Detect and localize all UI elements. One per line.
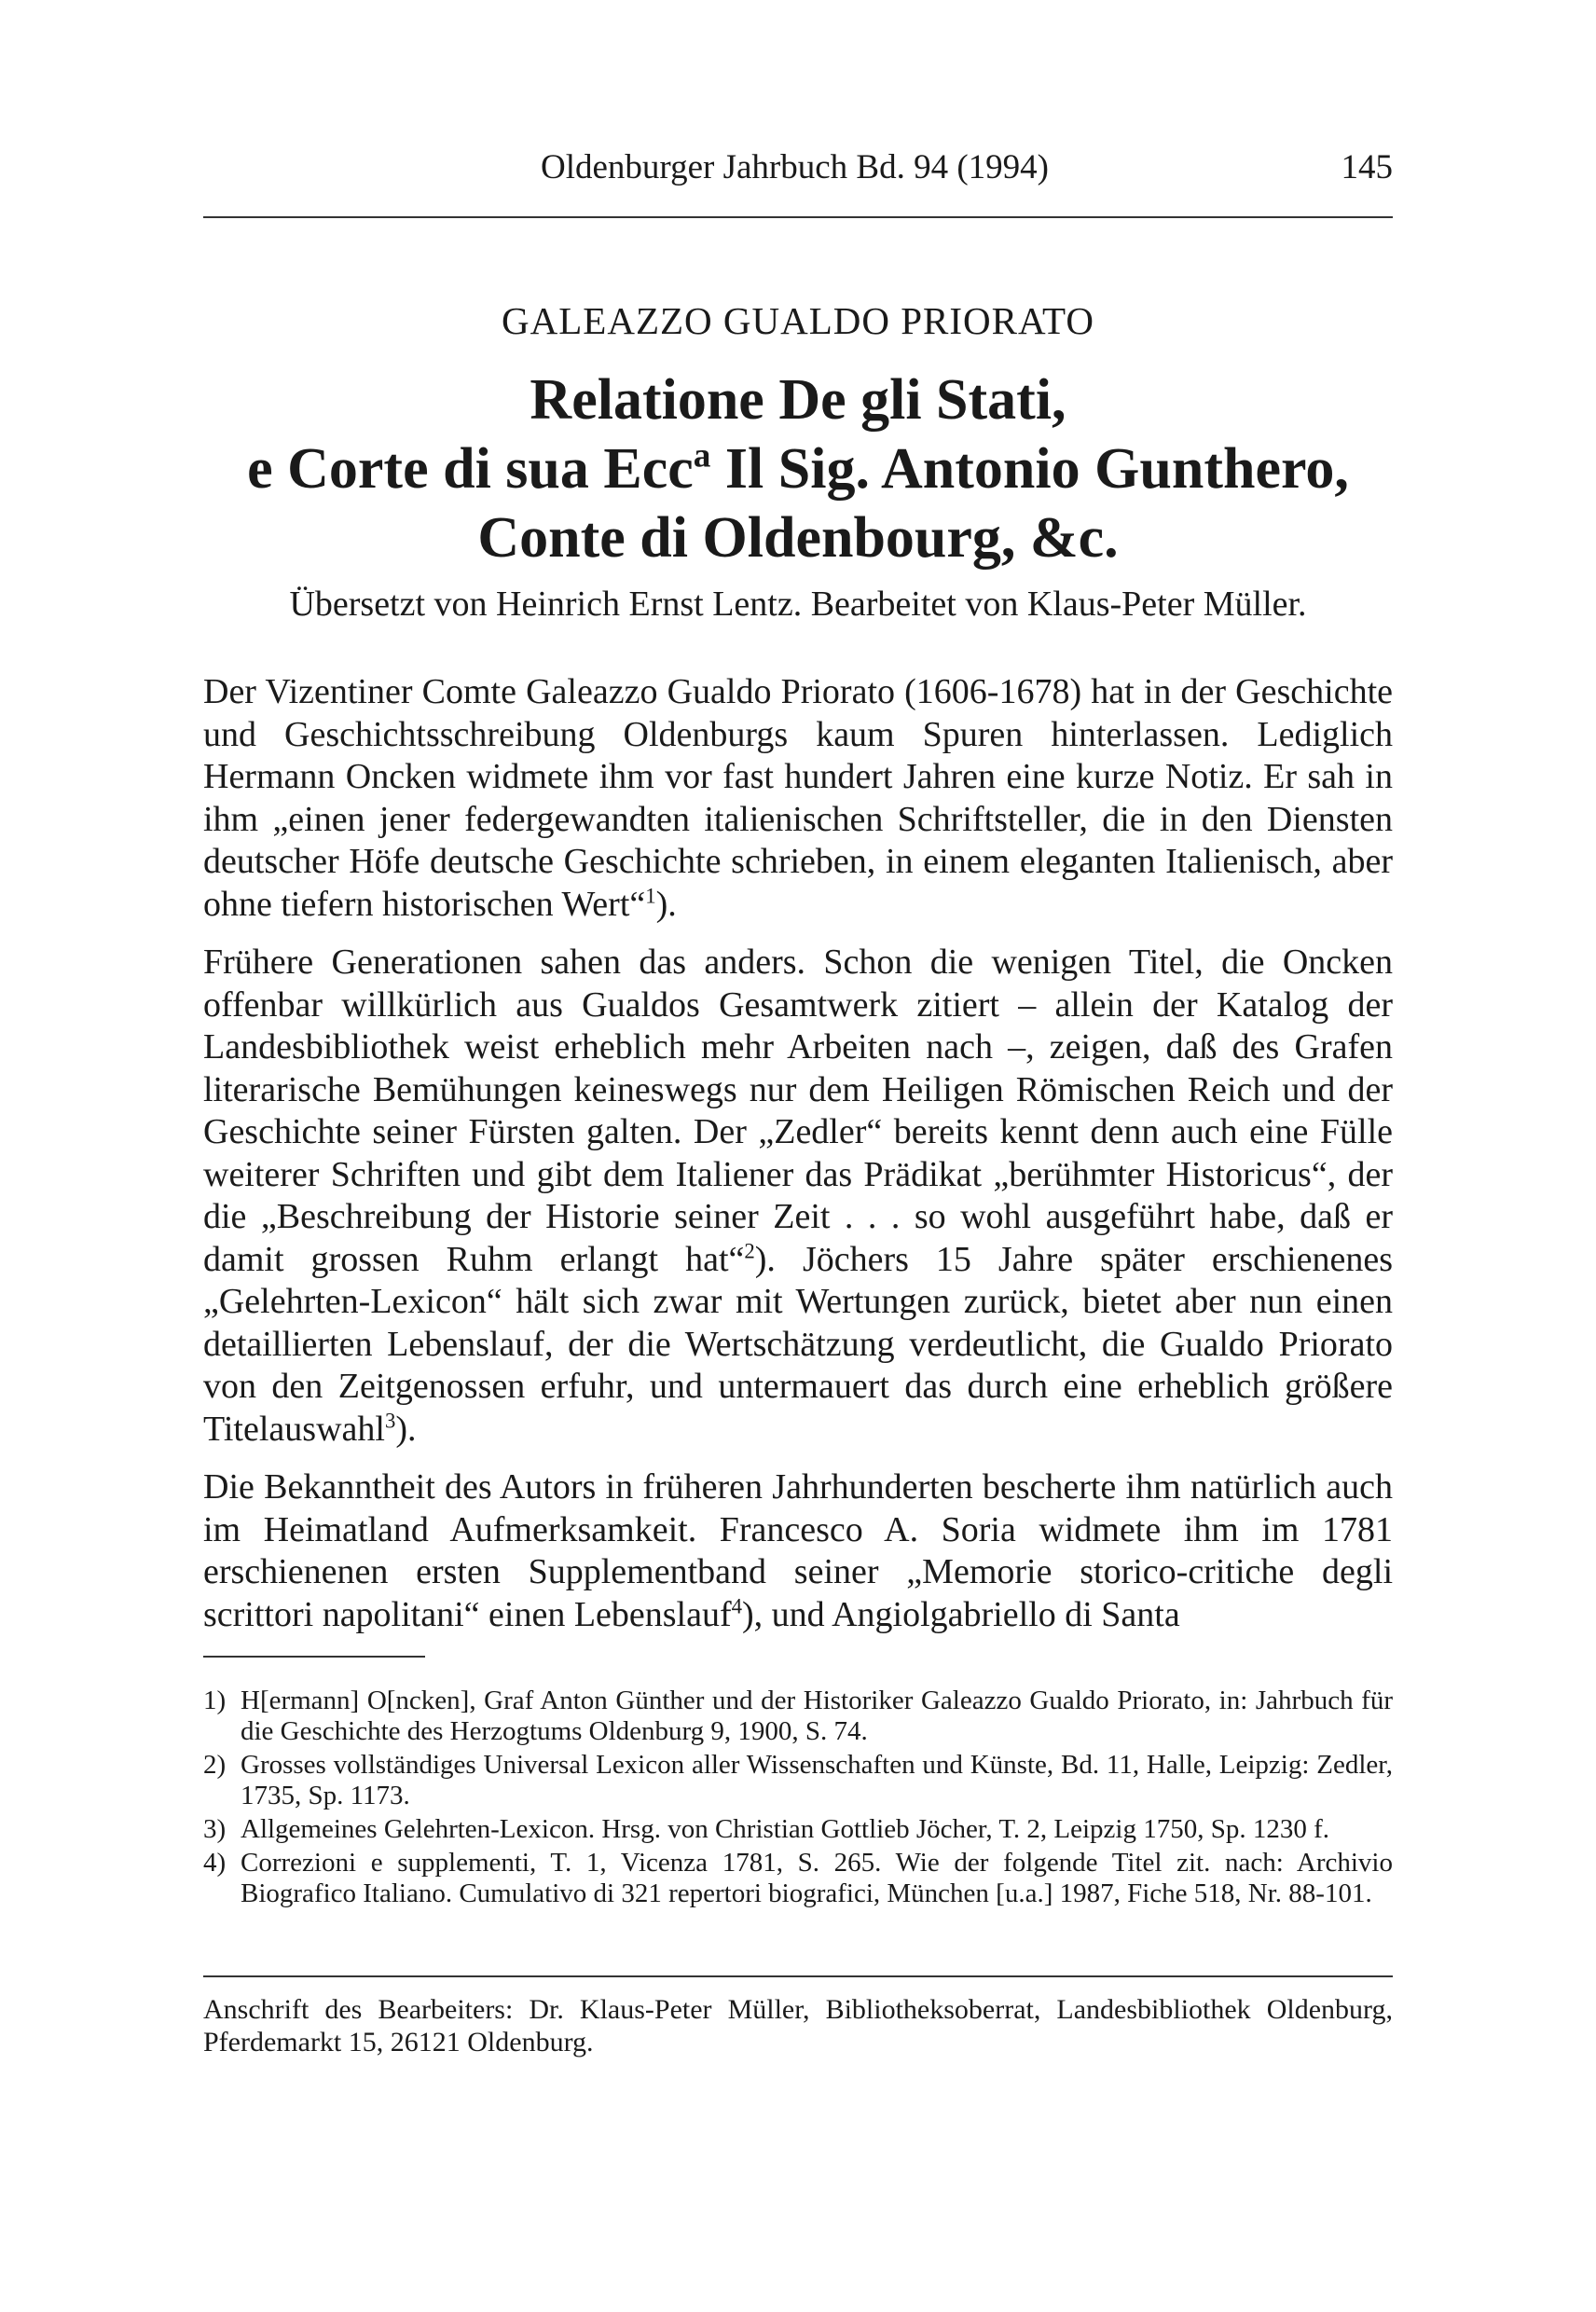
title-line-1: Relatione De gli Stati, [530, 368, 1066, 432]
paragraph-3-text: Die Bekanntheit des Autors in früheren Jahrhunderten bescherte ihm natürlich auch im Heimatland Aufmerksamkeit. Francesco A. Soria widmete ihm im 1781 erschienenen ersten Supplementband seiner „Memorie storico-critiche degli scrittori napolitani“ einen Lebenslauf [203, 1467, 1393, 1634]
page-number: 145 [1341, 148, 1393, 186]
paragraph-3-end: ), und Angiolgabriello di Santa [742, 1594, 1180, 1634]
footnote-marker: 4) [203, 1848, 227, 1878]
paragraph-1-end: ). [655, 884, 677, 924]
footnote-marker: 1) [203, 1686, 227, 1715]
paragraph-1-text: Der Vizentiner Comte Galeazzo Gualdo Priorato (1606-1678) hat in der Geschichte und Geschichtsschreibung Oldenburgs kaum Spuren hinterlassen. Lediglich Hermann Oncken widmete ihm vor fast hundert Jahren eine kurze Notiz. Er sah in ihm „einen jener federgewandten italienischen Schriftsteller, die in den Diensten deutscher Höfe deutsche Geschichte schrieben, in einem eleganten Italienisch, aber ohne tiefern historischen Wert“ [203, 672, 1393, 924]
footnote-ref-3: 3 [384, 1408, 396, 1432]
footnotes [203, 1686, 1393, 1912]
footnote-text: Grosses vollständiges Universal Lexicon aller Wissenschaften und Künste, Bd. 11, Halle, Leipzig: Zedler, 1735, Sp. 1173. [241, 1750, 1393, 1810]
document-page [203, 0, 1393, 2312]
footnote-ref-2: 2 [744, 1238, 755, 1262]
article-title [203, 365, 1393, 572]
footnote-marker: 3) [203, 1814, 227, 1844]
title-line-3: Conte di Oldenbourg, &c. [477, 506, 1119, 570]
paragraph-2-end: ). [395, 1409, 417, 1449]
paragraph-2 [203, 942, 1393, 1451]
editor-address: Anschrift des Bearbeiters: Dr. Klaus-Peter Müller, Bibliotheksoberrat, Landesbibliothek Oldenburg, Pferdemarkt 15, 26121 Oldenburg. [203, 1994, 1393, 2057]
running-head [203, 147, 1393, 194]
footnote [203, 1814, 1393, 1845]
footnote-marker: 2) [203, 1750, 227, 1780]
footnote-ref-4: 4 [731, 1593, 743, 1617]
footnote [203, 1750, 1393, 1811]
footnote [203, 1686, 1393, 1747]
title-line-2 [203, 434, 1393, 503]
title-line-2-end: Il Sig. Antonio Gunthero, [710, 437, 1349, 501]
address-rule [203, 1975, 1393, 1977]
journal-title: Oldenburger Jahrbuch Bd. 94 (1994) [541, 148, 1049, 186]
paragraph-1 [203, 671, 1393, 926]
paragraph-3 [203, 1466, 1393, 1636]
footnote-rule [203, 1656, 425, 1658]
footnote [203, 1848, 1393, 1909]
header-rule [203, 216, 1393, 218]
paragraph-2-text-b: ). Jöchers 15 Jahre später erschienenes „Gelehrten-Lexicon“ hält sich zwar mit Wertungen zurück, bietet aber nun einen detaillierten Lebenslauf, der die Wertschätzung verdeutlicht, die Gualdo Priorato von den Zeitgenossen erfuhr, und untermauert das durch eine erheblich größere Titelauswahl [203, 1239, 1393, 1449]
footnote-text: H[ermann] O[ncken], Graf Anton Günther und der Historiker Galeazzo Gualdo Priorato, in: Jahrbuch für die Geschichte des Herzogtums Oldenburg 9, 1900, S. 74. [241, 1686, 1393, 1746]
title-line-2-start: e Corte di sua Ecc [247, 437, 694, 501]
translator-editor-line: Übersetzt von Heinrich Ernst Lentz. Bearbeitet von Klaus-Peter Müller. [289, 585, 1307, 624]
author-name: GALEAZZO GUALDO PRIORATO [502, 299, 1094, 342]
paragraph-2-text-a: Frühere Generationen sahen das anders. Schon die wenigen Titel, die Oncken offenbar willkürlich aus Gualdos Gesamtwerk zitiert – allein der Katalog der Landesbibliothek weist erheblich mehr Arbeiten nach –, zeigen, daß des Grafen literarische Bemühungen keineswegs nur dem Heiligen Römischen Reich und der Geschichte seiner Fürsten galten. Der „Zedler“ bereits kennt denn auch eine Fülle weiterer Schriften und gibt dem Italiener das Prädikat „berühmter Historicus“, der die „Beschreibung der Historie seiner Zeit . . . so wohl ausgeführt habe, daß er damit grossen Ruhm erlangt hat“ [203, 943, 1393, 1279]
title-superscript: a [693, 436, 711, 475]
footnote-text: Correzioni e supplementi, T. 1, Vicenza 1781, S. 265. Wie der folgende Titel zit. nach: Archivio Biografico Italiano. Cumulativo di 321 repertori biografici, München [u.a.] 1987, Fiche 518, Nr. 88-101. [241, 1848, 1393, 1908]
body-text [203, 671, 1393, 1652]
footnote-text: Allgemeines Gelehrten-Lexicon. Hrsg. von Christian Gottlieb Jöcher, T. 2, Leipzig 1750, Sp. 1230 f. [241, 1814, 1330, 1844]
footnote-ref-1: 1 [645, 883, 656, 907]
